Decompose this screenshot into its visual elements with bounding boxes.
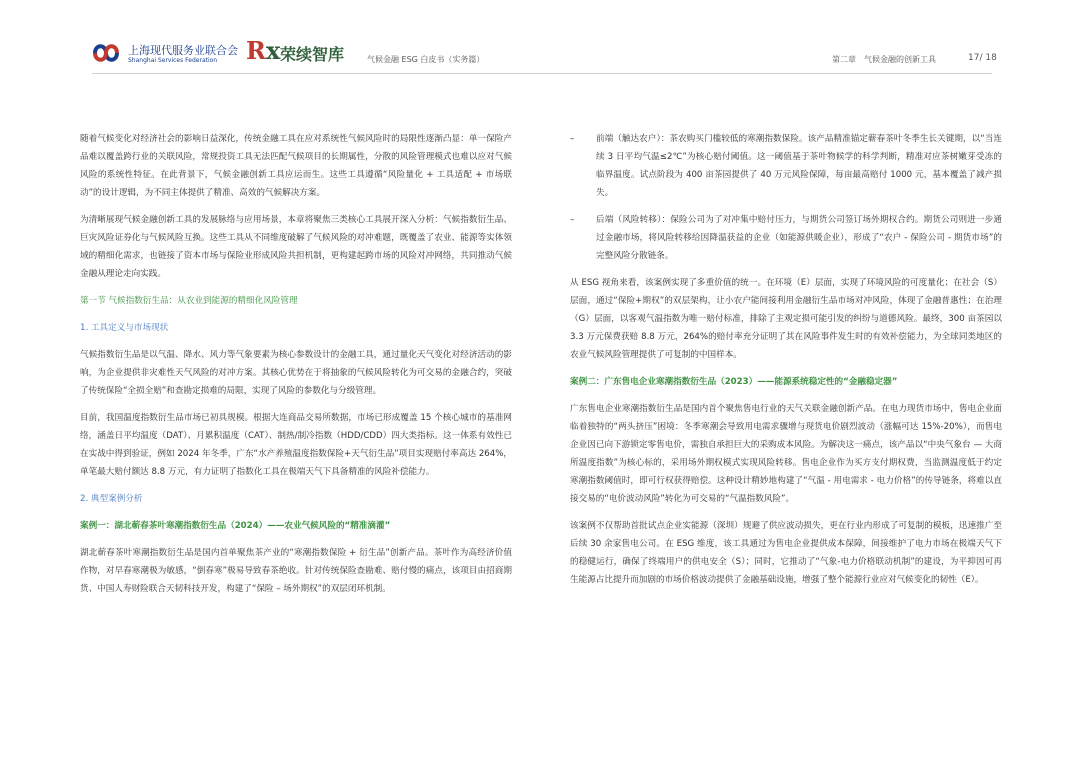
ssf-logo [92, 38, 238, 70]
ssf-logo-icon [92, 40, 122, 66]
bullet-text-front-end: 前端（触达农户）：茶农购买门槛较低的寒潮指数保险。该产品精准锚定蕲春茶叶冬季生长关键期，以“当连续 3 日平均气温≤2℃”为核心赔付阈值。这一阈值基于茶叶物候学的科学判断，精准对应茶树嫩芽受冻的临界温度。试点阶段为 400 亩茶园提供了 40 万元风险保障，每亩最高赔付 1000 元，基本覆盖了减产损失。 [596, 134, 1002, 198]
intro-paragraph-2: 为清晰展现气候金融创新工具的发展脉络与应用场景，本章将聚焦三类核心工具展开深入分析：气候指数衍生品、巨灾风险证券化与气候风险互换。这些工具从不同维度破解了气候风险的对冲难题，既覆盖了农业、能源等实体领域的精细化需求，也链接了资本市场与保险业形成风险共担机制，更构建起跨市场的风险对冲网络，共同推动气候金融从理论走向实践。 [80, 215, 512, 279]
intro-paragraph-1: 随着气候变化对经济社会的影响日益深化，传统金融工具在应对系统性气候风险时的局限性逐渐凸显：单一保险产品难以覆盖跨行业的关联风险，常规投资工具无法匹配气候项目的长期属性，分散的风险管理模式也难以应对气候风险的系统性特征。在此背景下，气候金融创新工具应运而生。这些工具遵循“风险量化 + 工具适配 + 市场联动”的设计逻辑，为不同主体提供了精准、高效的气候解决方案。 [80, 134, 512, 198]
case-two-paragraph-1: 广东售电企业寒潮指数衍生品是国内首个聚焦售电行业的天气关联金融创新产品。在电力现货市场中，售电企业面临着独特的“两头挤压”困境：冬季寒潮会导致用电需求骤增与现货电价剧烈波动（涨幅可达 15%-20%），而售电企业因已向下游锁定零售电价，需独自承担巨大的采购成本风险。为解决这一痛点，该产品以“中央气象台 — 大商所温度指数”为核心标的，采用场外期权模式实现风险转移。售电企业作为买方支付期权费，当监测温度低于约定寒潮指数阈值时，即可行权获得赔偿。这种设计精妙地构建了“气温 - 用电需求 - 电力价格”的传导链条，将难以直接交易的“电价波动风险”转化为可交易的“气温指数风险”。 [570, 404, 1002, 504]
rongxu-logo-name: 荣续智库 [280, 45, 345, 64]
left-column [80, 130, 512, 607]
case-two-heading: 案例二：广东售电企业寒潮指数衍生品（2023）——能源系统稳定性的“金融稳定器” [570, 377, 898, 387]
ssf-logo-english: Shanghai Services Federation [128, 57, 218, 64]
rongxu-logo-mark [246, 36, 280, 65]
section-heading: 第一节 气候指数衍生品：从农业到能源的精细化风险管理 [80, 296, 298, 306]
list-item [570, 130, 1002, 202]
rongxu-logo-mark-r: R [246, 36, 266, 65]
market-status-paragraph: 目前，我国温度指数衍生品市场已初具规模。根据大连商品交易所数据，市场已形成覆盖 15 个核心城市的基准网络，涵盖日平均温度（DAT）、月累积温度（CAT）、制热/制冷指数（HDD/CDD）四大类指标。这一体系有效性已在实战中得到验证，例如 2024 年冬季，广东“水产养殖温度指数保险+天气衍生品”项目实现赔付率高达 264%，单笔最大赔付额达 8.8 万元，有力证明了指数化工具在极端天气下具备精准的风险补偿能力。 [80, 413, 512, 477]
subsection-heading-2: 2. 典型案例分析 [80, 494, 143, 504]
definition-paragraph: 气候指数衍生品是以气温、降水、风力等气象要素为核心参数设计的金融工具，通过量化天气变化对经济活动的影响，为企业提供非灾难性天气风险的对冲方案。其核心优势在于将抽象的气候风险转化为可交易的金融合约，突破了传统保险“全损全赔”和查勘定损难的局限，实现了风险的参数化与分级管理。 [80, 350, 512, 396]
rongxu-logo-mark-x: x [265, 36, 281, 65]
esg-analysis-paragraph: 从 ESG 视角来看，该案例实现了多重价值的统一。在环境（E）层面，实现了环境风险的可度量化；在社会（S）层面，通过“保险+期权”的双层架构，让小农户能间接利用金融衍生品市场对冲风险，体现了金融普惠性；在治理（G）层面，以客观气温指数为唯一赔付标准，排除了主观定损可能引发的纠纷与道德风险。最终，300 亩茶园以 3.3 万元保费获赔 8.8 万元，264%的赔付率充分证明了其在风险事件发生时的有效补偿能力，为全球同类地区的农业气候风险管理提供了可复制的中国样本。 [570, 278, 1002, 360]
chapter-title: 第二章 气候金融的创新工具 [832, 55, 936, 64]
subsection-heading-1: 1. 工具定义与市场现状 [80, 323, 169, 333]
bullet-text-back-end: 后端（风险转移）：保险公司为了对冲集中赔付压力，与期货公司签订场外期权合约。期货公司则进一步通过金融市场，将风险转移给因降温获益的企业（如能源供暖企业），形成了“农户 - 保险公司 - 期货市场”的完整风险分散链条。 [596, 215, 1002, 261]
ssf-logo-name: 上海现代服务业联合会 [128, 44, 238, 57]
bullet-dash: – [570, 215, 575, 225]
page-header [92, 34, 997, 74]
bullet-dash: – [570, 134, 575, 144]
case-one-heading: 案例一：湖北蕲春茶叶寒潮指数衍生品（2024）——农业气候风险的“精准滴灌” [80, 521, 391, 531]
document-title: 气候金融 ESG 白皮书（实务篇） [367, 55, 485, 64]
page-number: 17/ 18 [968, 53, 997, 63]
list-item [570, 211, 1002, 265]
case-two-paragraph-2: 该案例不仅帮助首批试点企业实能源（深圳）规避了供应波动损失，更在行业内形成了可复制的模板，迅速推广至后续 30 余家售电公司。在 ESG 维度，该工具通过为售电企业提供成本保障，间接维护了电力市场在极端天气下的稳健运行，确保了终端用户的供电安全（S）；同时，它推动了“气象-电力价格联动机制”的建设，为平抑因可再生能源占比提升而加剧的市场价格波动提供了金融基础设施，增强了整个能源行业应对气候变化的韧性（E）。 [570, 521, 1002, 585]
header-divider [92, 73, 992, 74]
right-column [570, 130, 1002, 598]
case-one-paragraph: 湖北蕲春茶叶寒潮指数衍生品是国内首单聚焦茶产业的“寒潮指数保险 + 衍生品”创新产品。茶叶作为高经济价值作物，对早春寒潮极为敏感，“倒春寒”极易导致春茶绝收。针对传统保险查勘难、赔付慢的痛点，该项目由招商期货、中国人寿财险联合天韧科技开发，构建了“保险 – 场外期权”的双层闭环机制。 [80, 548, 512, 594]
rongxu-logo [246, 36, 356, 70]
